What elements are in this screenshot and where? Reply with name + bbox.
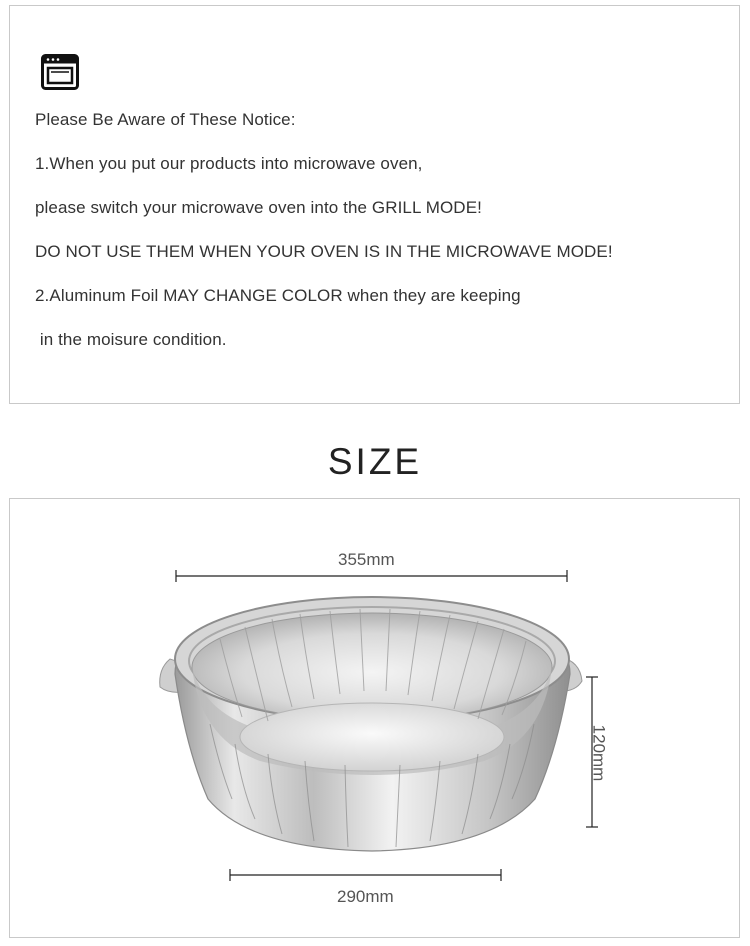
- notice-line-3: DO NOT USE THEM WHEN YOUR OVEN IS IN THE MICROWAVE MODE!: [35, 242, 613, 261]
- notice-line-4: 2.Aluminum Foil MAY CHANGE COLOR when they are keeping: [35, 286, 521, 305]
- bottom-width-label: 290mm: [337, 887, 394, 906]
- notice-heading: Please Be Aware of These Notice:: [35, 110, 296, 129]
- size-title: SIZE: [327, 441, 423, 482]
- height-label: 120mm: [589, 724, 609, 782]
- notice-line-5: in the moisure condition.: [35, 330, 227, 349]
- top-width-label: 355mm: [338, 550, 395, 569]
- notice-box: [9, 5, 740, 404]
- notice-line-1: 1.When you put our products into microwave oven,: [35, 154, 423, 173]
- size-box: [9, 498, 740, 938]
- oven-icon: [41, 54, 79, 90]
- notice-line-2: please switch your microwave oven into the GRILL MODE!: [35, 198, 482, 217]
